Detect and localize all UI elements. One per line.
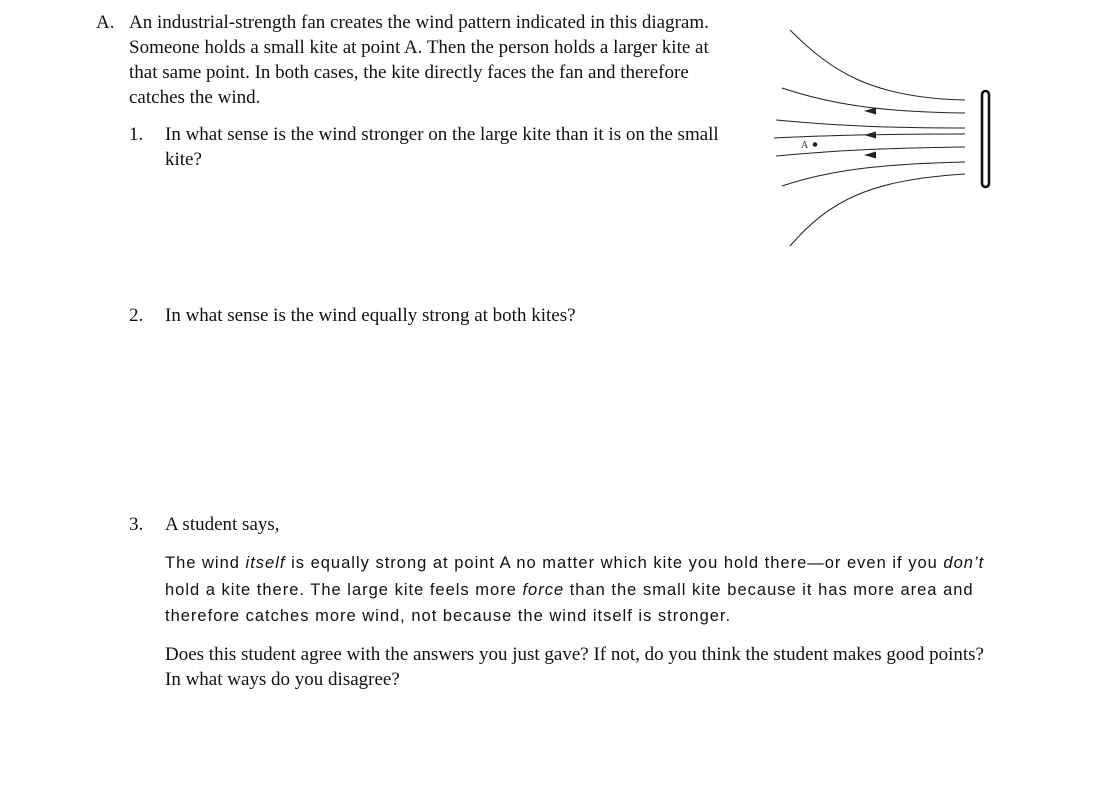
quote-segment: The wind bbox=[165, 554, 246, 572]
quote-emphasis-dont: don’t bbox=[943, 554, 985, 572]
flow-arrow-middle bbox=[864, 132, 876, 139]
question-1-text: In what sense is the wind stronger on the large kite than it is on the small kite? bbox=[165, 124, 719, 170]
part-a-prompt: An industrial-strength fan creates the wind pattern indicated in this diagram. Someone holds a small kite at point A. Then the person holds a larger kite at that same point. In both cases, the kite directly faces the fan and therefore catches the wind. bbox=[129, 12, 709, 108]
question-1-number: 1. bbox=[129, 124, 144, 145]
streamline-7 bbox=[790, 174, 965, 246]
streamline-1 bbox=[790, 30, 965, 100]
fan-icon bbox=[982, 91, 989, 187]
wind-pattern-diagram bbox=[770, 20, 1010, 260]
streamline-6 bbox=[782, 162, 965, 186]
follow-up-question: Does this student agree with the answers you just gave? If not, do you think the student makes good points? In what ways do you disagree? bbox=[165, 644, 984, 690]
flow-arrow-top bbox=[864, 108, 876, 115]
question-2-number: 2. bbox=[129, 305, 144, 326]
quote-segment: hold a kite there. The large kite feels more bbox=[165, 580, 523, 599]
streamline-3 bbox=[776, 120, 965, 128]
flow-arrow-bottom bbox=[864, 152, 876, 159]
question-3-number: 3. bbox=[129, 514, 144, 535]
question-3-text: A student says, bbox=[165, 514, 280, 535]
point-a-dot bbox=[813, 142, 818, 147]
quote-segment: than the small kite because it has more area and therefore catches more wind, not because the wind itself is stronger. bbox=[165, 580, 974, 625]
quote-emphasis-itself: itself bbox=[245, 554, 286, 572]
point-a-label: A bbox=[801, 140, 809, 151]
quote-emphasis-force: force bbox=[522, 580, 565, 599]
quote-segment: is equally strong at point A no matter which kite you hold there—or even if you bbox=[285, 554, 944, 572]
student-quote bbox=[165, 550, 1005, 630]
part-a-marker: A. bbox=[96, 12, 115, 33]
question-2-text: In what sense is the wind equally strong at both kites? bbox=[165, 305, 576, 326]
